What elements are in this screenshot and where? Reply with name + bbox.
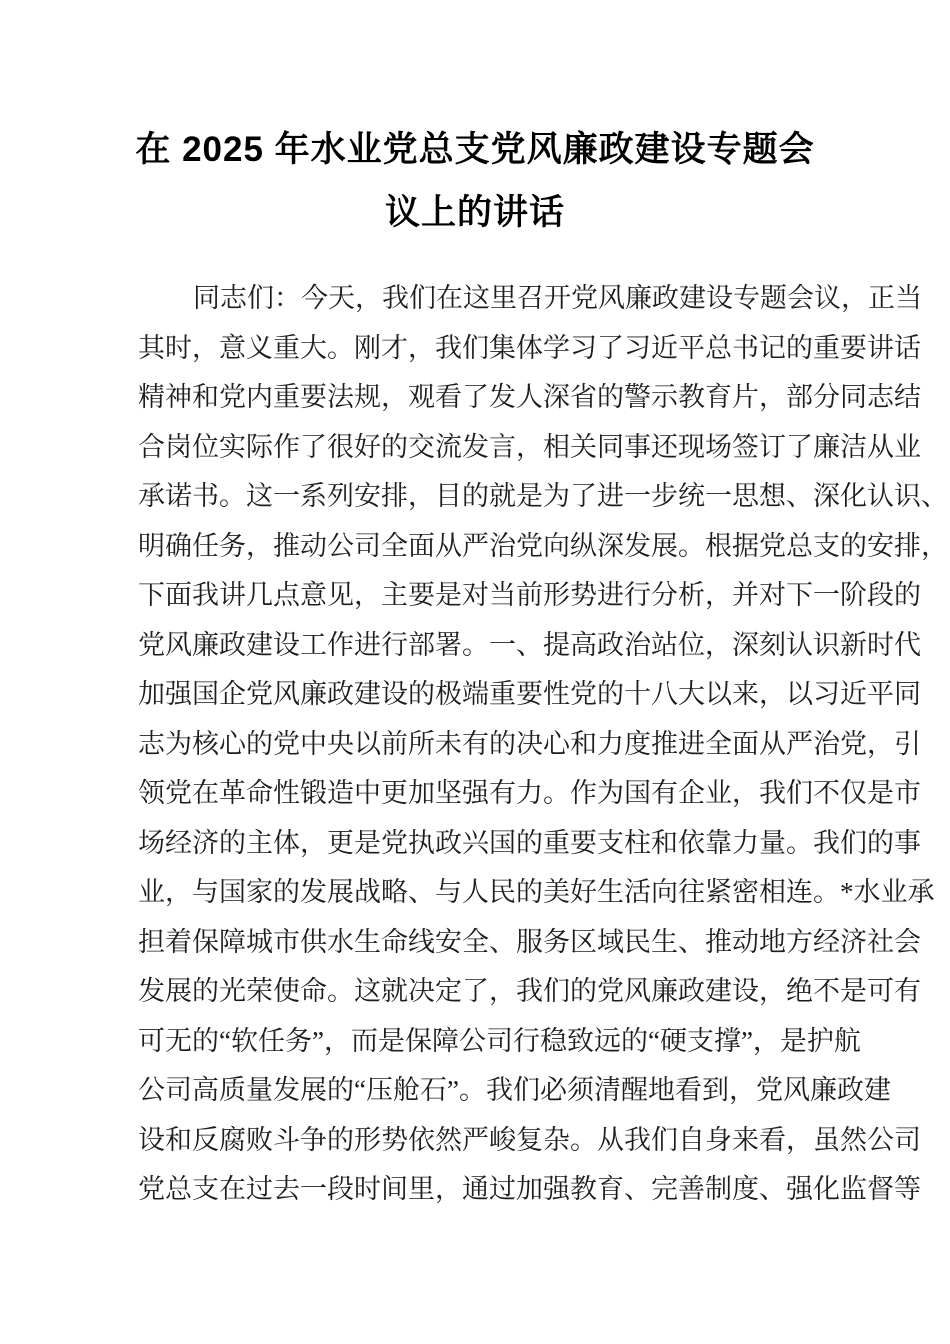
body-text-line: 合岗位实际作了很好的交流发言，相关同事还现场签订了廉洁从业 [138,431,921,462]
body-text-line: 其时，意义重大。刚才，我们集体学习了习近平总书记的重要讲话 [138,332,921,363]
body-text-line: 可无的“软任务”，而是保障公司行稳致远的“硬支撑”，是护航 [138,1025,861,1056]
document-body [138,274,948,1215]
body-text-line: 领党在革命性锻造中更加坚强有力。作为国有企业，我们不仅是市 [138,778,921,808]
document-title [0,0,950,244]
body-text-line: 公司高质量发展的“压舱石”。我们必须清醒地看到，党风廉政建 [138,1075,891,1105]
body-text-line: 设和反腐败斗争的形势依然严峻复杂。从我们自身来看，虽然公司 [138,1124,921,1155]
body-text-line: 承诺书。这一系列安排，目的就是为了进一步统一思想、深化认识、 [138,481,948,511]
body-text-line: 担着保障城市供水生命线安全、服务区域民生、推动地方经济社会 [138,926,921,957]
document-title-line-2: 议上的讲话 [384,193,565,232]
body-text-line: 下面我讲几点意见，主要是对当前形势进行分析，并对下一阶段的 [138,580,921,610]
body-text-line: 党总支在过去一段时间里，通过加强教育、完善制度、强化监督等 [138,1174,921,1204]
document-title-line-1: 在 2025 年水业党总支党风廉政建设专题会 [135,130,815,169]
body-text-line: 业，与国家的发展战略、与人民的美好生活向往紧密相连。*水业承 [138,877,935,907]
body-text-line: 场经济的主体，更是党执政兴国的重要支柱和依靠力量。我们的事 [138,827,921,858]
body-text-line: 加强国企党风廉政建设的极端重要性党的十八大以来，以习近平同 [138,679,921,709]
body-text-line: 同志们：今天，我们在这里召开党风廉政建设专题会议，正当 [193,283,922,313]
body-text-line: 明确任务，推动公司全面从严治党向纵深发展。根据党总支的安排， [138,530,948,561]
body-text-line: 精神和党内重要法规，观看了发人深省的警示教育片，部分同志结 [138,382,921,412]
body-text-line: 发展的光荣使命。这就决定了，我们的党风廉政建设，绝不是可有 [138,976,921,1006]
body-text-line: 党风廉政建设工作进行部署。一、提高政治站位，深刻认识新时代 [138,629,921,660]
body-text-line: 志为核心的党中央以前所未有的决心和力度推进全面从严治党，引 [138,728,921,759]
